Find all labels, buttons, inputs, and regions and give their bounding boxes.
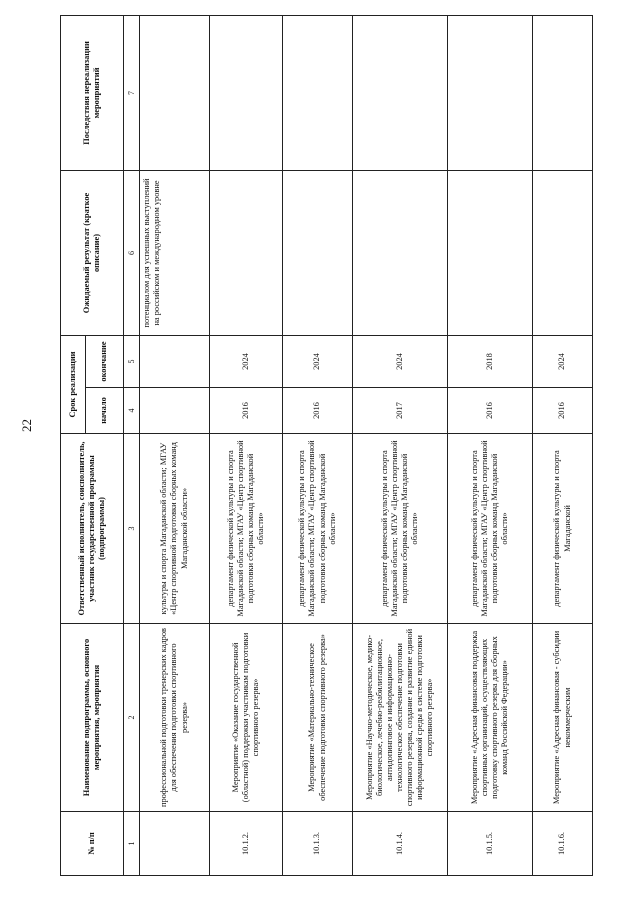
row-start: 2016 [448, 388, 533, 434]
column-number: 4 [124, 388, 140, 434]
row-result [210, 170, 283, 335]
column-number: 2 [124, 624, 140, 812]
row-end: 2018 [448, 335, 533, 387]
row-num: 10.1.5. [448, 812, 533, 876]
row-consequences [353, 15, 448, 170]
table-row [353, 15, 448, 875]
row-start: 2016 [533, 388, 593, 434]
row-name: Мероприятие «Научно-методическое, медико-биологическое, лечебно-реабилитационное, антидопинговое и информационно-технологическое обеспечение подготовки спортивного резерва, создание и развитие единой информационной среды в системе подготовки спортивного резерва» [353, 624, 448, 812]
row-name: Мероприятие «Оказание государственной (областной) поддержки участникам подготовки спортивного резерва» [210, 624, 283, 812]
row-consequences [283, 15, 353, 170]
row-result [448, 170, 533, 335]
header-num: № п/п [61, 812, 124, 876]
table-row [533, 15, 593, 875]
header-result: Ожидаемый результат (краткое описание) [61, 170, 124, 335]
row-start: 2016 [210, 388, 283, 434]
row-responsible: департамент физической культуры и спорта Магаданской области; МГАУ «Центр спортивной подготовки сборных команд Магаданской области» [283, 434, 353, 624]
row-result [533, 170, 593, 335]
column-number: 6 [124, 170, 140, 335]
rotated-table-sheet [60, 16, 592, 876]
header-name: Наименование подпрограммы, основного мероприятия, мероприятия [61, 624, 124, 812]
table-row [140, 15, 210, 875]
row-end: 2024 [210, 335, 283, 387]
row-result: потенциалом для успешных выступлений на российском и международном уровне [140, 170, 210, 335]
column-number: 7 [124, 15, 140, 170]
row-responsible: департамент физической культуры и спорта Магаданской области; МГАУ «Центр спортивной подготовки сборных команд Магаданской области» [448, 434, 533, 624]
row-end: 2024 [533, 335, 593, 387]
column-number: 5 [124, 335, 140, 387]
row-name: Мероприятие «Адресная финансовая поддержка спортивных организаций, осуществляющих подготовку спортивного резерва для сборных команд Российской Федерации» [448, 624, 533, 812]
row-num: 10.1.4. [353, 812, 448, 876]
row-consequences [140, 15, 210, 170]
row-end: 2024 [283, 335, 353, 387]
row-name: профессиональной подготовки тренерских кадров для обеспечения подготовки спортивного резерва» [140, 624, 210, 812]
row-name: Мероприятие «Материально-техническое обеспечение подготовки спортивного резерва» [283, 624, 353, 812]
row-responsible: департамент физической культуры и спорта Магаданской области; МГАУ «Центр спортивной подготовки сборных команд Магаданской области» [353, 434, 448, 624]
row-responsible: культуры и спорта Магаданской области; МГАУ «Центр спортивной подготовки сборных команд Магаданской области» [140, 434, 210, 624]
row-result [353, 170, 448, 335]
row-result [283, 170, 353, 335]
row-consequences [533, 15, 593, 170]
row-responsible: департамент физической культуры и спорта Магаданской [533, 434, 593, 624]
row-consequences [210, 15, 283, 170]
header-end: окончание [86, 335, 124, 387]
row-name: Мероприятие «Адресная финансовая - субсидии некоммерческим [533, 624, 593, 812]
header-start: начало [86, 388, 124, 434]
row-start: 2016 [283, 388, 353, 434]
page-number: 22 [19, 419, 34, 432]
row-consequences [448, 15, 533, 170]
row-num: 10.1.3. [283, 812, 353, 876]
column-number: 1 [124, 812, 140, 876]
row-responsible: департамент физической культуры и спорта Магаданской области; МГАУ «Центр спортивной подготовки сборных команд Магаданской области» [210, 434, 283, 624]
column-number: 3 [124, 434, 140, 624]
row-end [140, 335, 210, 387]
row-end: 2024 [353, 335, 448, 387]
table-row [448, 15, 533, 875]
header-term: Срок реализации [61, 335, 86, 433]
plan-table [60, 15, 593, 876]
header-responsible: Ответственный исполнитель, соисполнитель, участник государственной программы (подпрограммы) [61, 434, 124, 624]
table-row [283, 15, 353, 875]
row-start [140, 388, 210, 434]
table-row [210, 15, 283, 875]
row-start: 2017 [353, 388, 448, 434]
row-num: 10.1.2. [210, 812, 283, 876]
row-num: 10.1.6. [533, 812, 593, 876]
row-num [140, 812, 210, 876]
header-consequences: Последствия нереализации мероприятий [61, 15, 124, 170]
